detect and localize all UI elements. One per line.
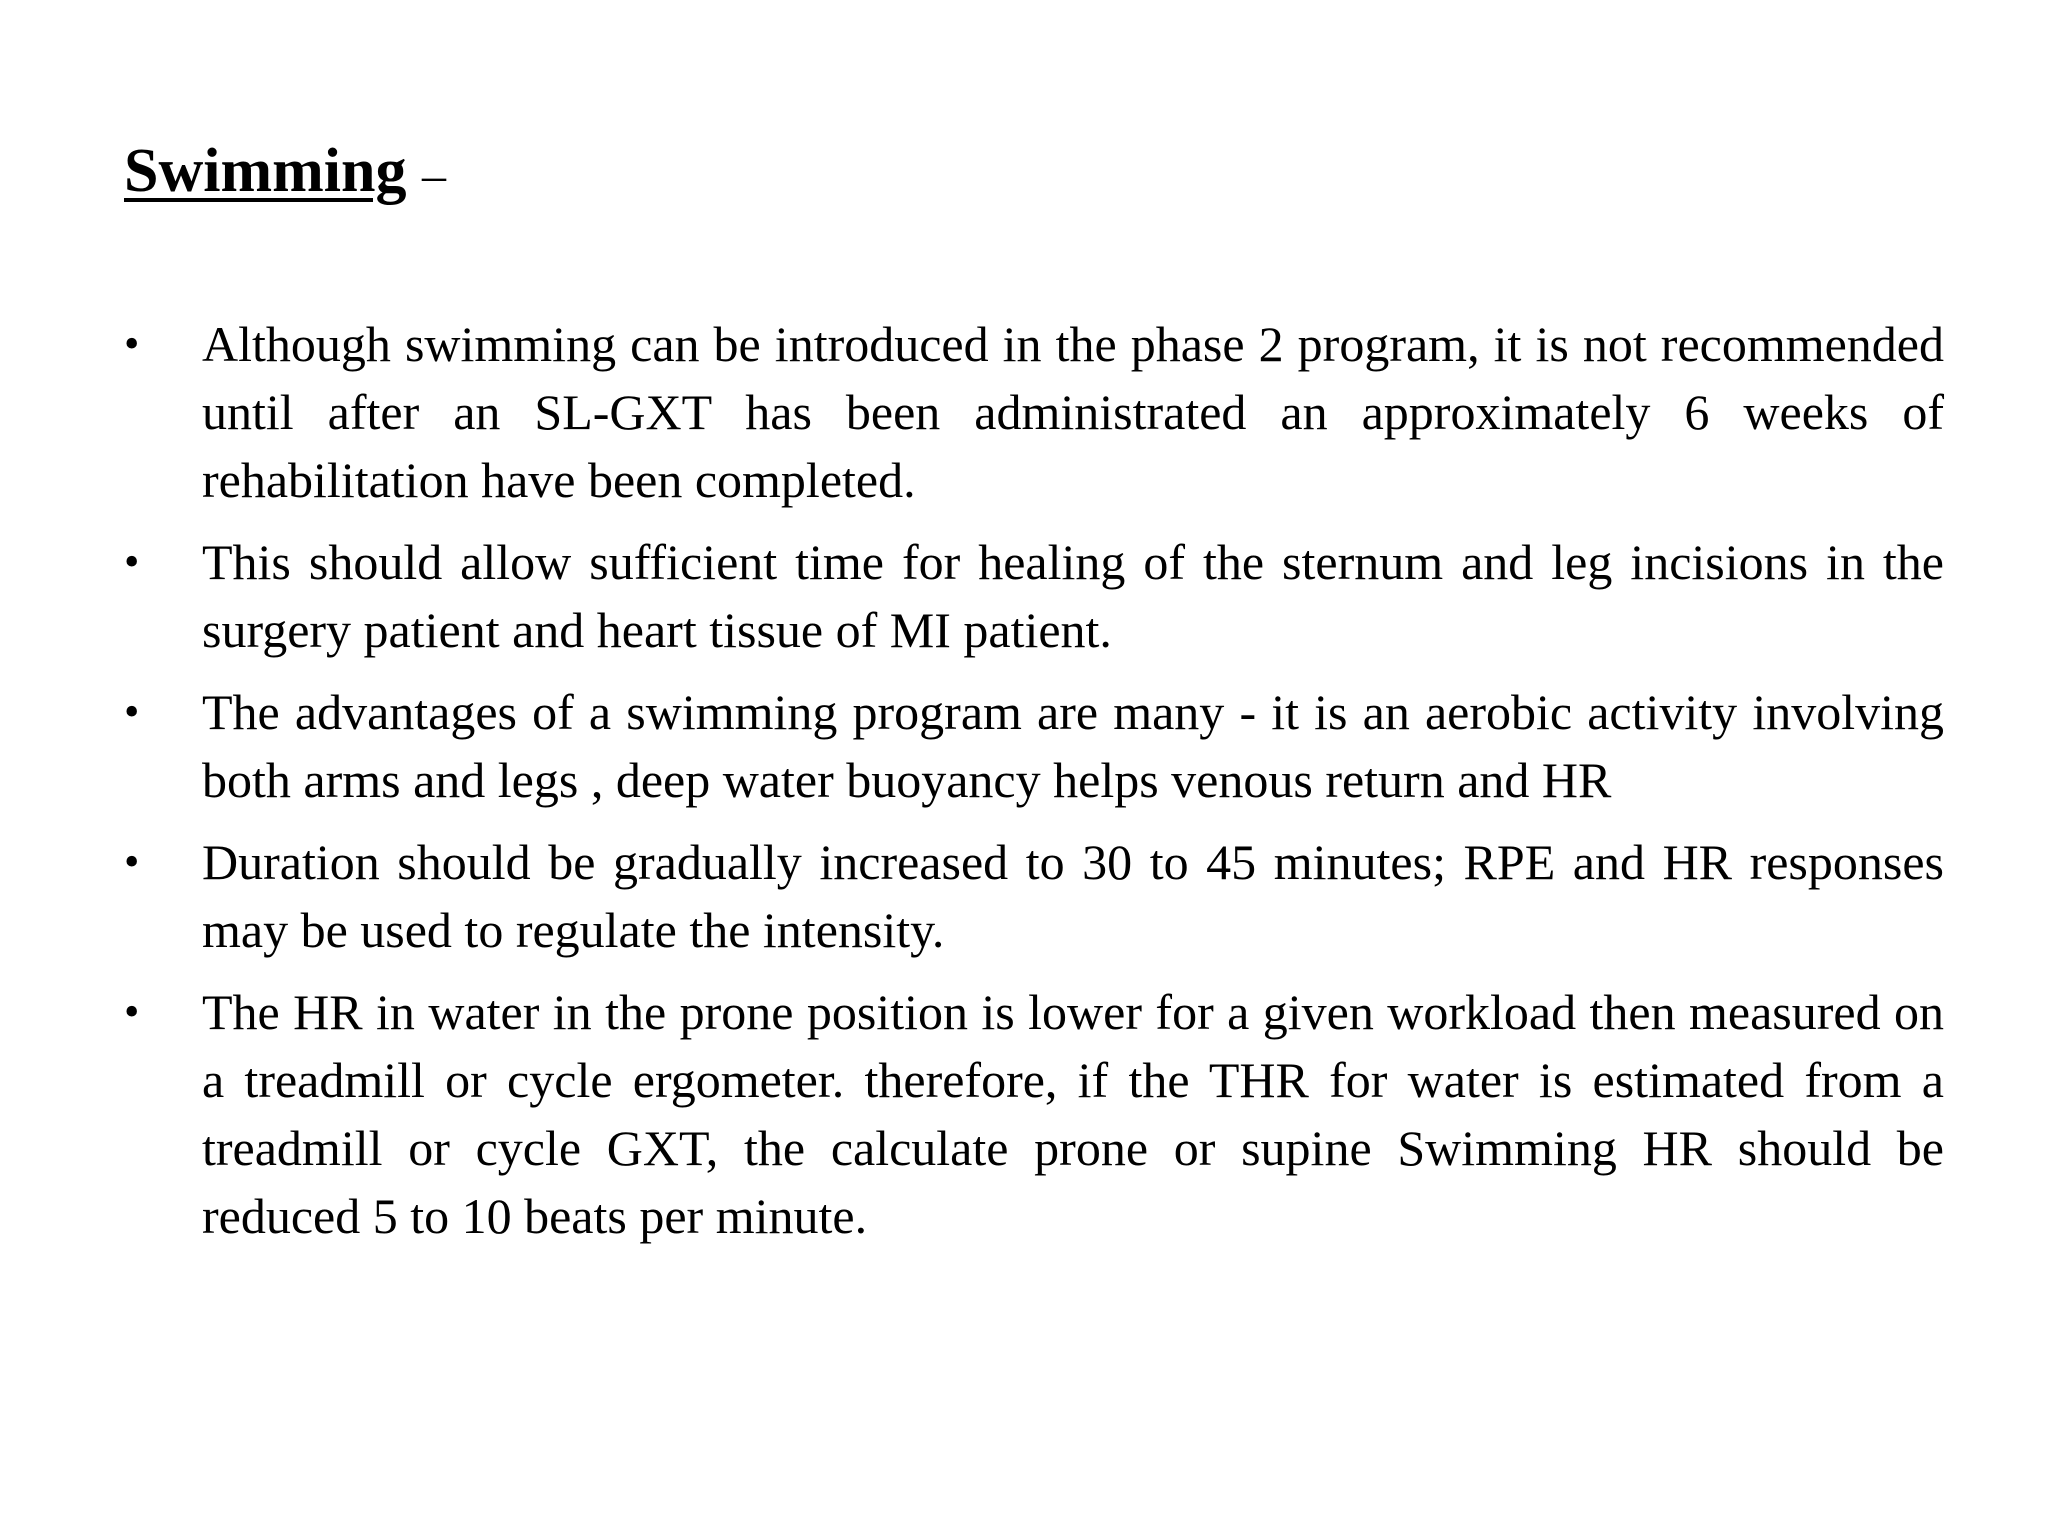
slide-title: [124, 128, 446, 219]
bullet-item: [124, 310, 1944, 514]
bullet-text: This should allow sufficient time for healing of the sternum and leg incisions in the surgery patient and heart tissue of MI patient.: [202, 534, 1944, 658]
bullet-item: [124, 528, 1944, 664]
bullet-item: [124, 828, 1944, 964]
bullet-item: [124, 678, 1944, 814]
bullet-point-icon: •: [124, 537, 140, 586]
bullet-point-icon: •: [124, 837, 140, 886]
bullet-point-icon: •: [124, 687, 140, 736]
bullet-point-icon: •: [124, 987, 140, 1036]
slide-title-dash: –: [421, 149, 446, 202]
slide-title-text: Swimming: [124, 137, 407, 205]
bullet-text: The HR in water in the prone position is lower for a given workload then measured on a treadmill or cycle ergometer. therefore, if the THR for water is estimated from a treadmill or cycle GXT, the calculate prone or supine Swimming HR should be reduced 5 to 10 beats per minute.: [202, 984, 1944, 1244]
bullet-text: The advantages of a swimming program are many - it is an aerobic activity involving both arms and legs , deep water buoyancy helps venous return and HR: [202, 684, 1944, 808]
bullet-point-icon: •: [124, 319, 140, 368]
bullet-text: Duration should be gradually increased to 30 to 45 minutes; RPE and HR responses may be used to regulate the intensity.: [202, 834, 1944, 958]
bullet-text: Although swimming can be introduced in the phase 2 program, it is not recommended until after an SL-GXT has been administrated an approximately 6 weeks of rehabilitation have been completed.: [202, 316, 1944, 508]
bullet-item: [124, 978, 1944, 1250]
bullet-list: [124, 310, 1944, 1264]
